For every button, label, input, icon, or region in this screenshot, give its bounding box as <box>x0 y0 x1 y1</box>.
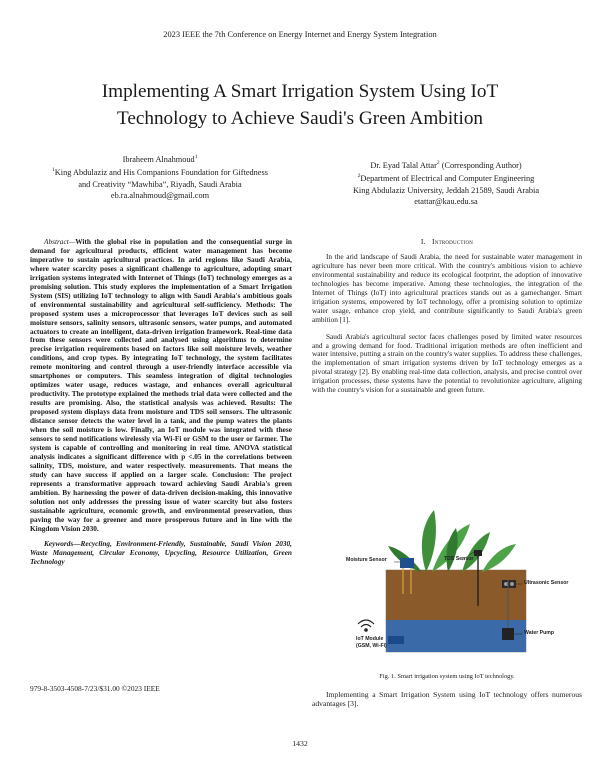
keywords <box>30 540 292 567</box>
label-iot-line-2: (GSM, Wi-Fi) <box>356 642 387 649</box>
label-ultrasonic-sensor: Ultrasonic Sensor <box>524 580 569 586</box>
author-role: (Corresponding Author) <box>439 160 522 170</box>
label-iot-line-1: IoT Module <box>356 636 384 642</box>
author-affiliation-line: Department of Electrical and Computer Engineering <box>360 174 535 184</box>
title-line-2: Technology to Achieve Saudi's Green Ambition <box>116 108 484 129</box>
conference-header: 2023 IEEE the 7th Conference on Energy Internet and Energy System Integration <box>163 30 437 39</box>
abstract-text: With the global rise in population and the consequential surge in demand for agricultural products, efficient water management has become imperative to sustain agricultural practices. In arid regions like Saudi Arabia, where water scarcity poses a significant challenge to agriculture, adopting smart irrigation systems integrated with Internet of Things (IoT) technology emerges as a promising solution. This study explores the implementation of a Smart Irrigation System (SIS) utilizing IoT technology to align with Saudi Arabia's ambitious goals of environmental sustainability and agricultural self-sufficiency. Methods: The proposed system uses a microprocessor that leverages IoT devices such as soil moisture sensors, salinity sensors, ultrasonic sensors, water pumps, and automated actuators to create an intelligent, data-driven irrigation framework. Real-time data from these sensors were collected and analysed using algorithms to determine precise irrigation requirements based on factors like soil moisture levels, weather conditions, and crop types. By integrating IoT technology, the system facilitates remote monitoring and control through a user-friendly interface accessible via smartphones or computers. This seamless integration of digital technologies optimizes water usage, reduces wastage, and enhances overall agricultural productivity. The prototype explained the methods trial data were collected and the results are promising. Also, the statistical analysis was achieved. Results: The proposed system displays data from moisture and TDS soil sensors. The ultrasonic distance sensor detects the water level in a tank, and the pump waters the plants when the soil moisture is low. Finally, an IoT module was integrated with these sensors to send notifications wirelessly via Wi-Fi or GSM to the user or farmer. The system is capable of controlling and monitoring in real time. ANOVA statistical analysis indicates a significant difference with p <.05 in the correlations between salinity, TDS, moisture, and water respectively. measurements. That means the study can have success if applied on a larger scale. Conclusion: The project represents a transformative approach toward achieving Saudi Arabia's green ambition. By harnessing the power of data-driven decision-making, this innovative solution not only addresses the pressing issue of water scarcity but also fosters sustainable agriculture, economic growth, and environmental preservation, thus paving the way for a greener and more prosperous future and in line with the Kingdom Vision 2030. <box>30 237 292 533</box>
author-block-2 <box>312 158 580 208</box>
author-affiliation-line: King Abdulaziz and His Companions Foundation for Giftedness <box>54 168 268 178</box>
author-superscript: 2 <box>436 160 440 166</box>
right-column <box>312 238 582 395</box>
author-email: eb.ra.alnahmoud@gmail.com <box>110 191 210 201</box>
label-moisture-sensor: Moisture Sensor <box>346 557 387 563</box>
paper-title <box>40 78 560 132</box>
label-water-pump: Water Pump <box>524 630 555 636</box>
section-heading <box>312 238 582 247</box>
label-tds-sensor: TDS Sensor <box>444 556 474 562</box>
intro-paragraph-3: Implementing a Smart Irrigation System using IoT technology offers numerous advantages [3]. <box>312 690 582 709</box>
affil-superscript: 2 <box>357 173 361 180</box>
label-iot-module <box>356 636 387 649</box>
intro-paragraph-3-block <box>312 690 582 709</box>
author-superscript: 1 <box>194 154 198 160</box>
author-name: Dr. Eyad Talal Attar <box>370 160 437 170</box>
abstract-label: Abstract— <box>44 237 76 246</box>
abstract <box>30 238 292 533</box>
author-email: etattar@kau.edu.sa <box>414 197 478 207</box>
figure-1 <box>346 496 592 664</box>
soil-bed <box>386 570 526 620</box>
isbn-line: 979-8-3503-4508-7/23/$31.00 ©2023 IEEE <box>30 684 160 693</box>
affil-superscript: 1 <box>52 167 55 174</box>
author-name: Ibraheem Alnahmoud <box>122 154 195 164</box>
author-block-1 <box>30 152 290 202</box>
author-affiliation-line: King Abdulaziz University, Jeddah 21589, Saudi Arabia <box>352 185 540 195</box>
figure-caption: Fig. 1. Smart irrigation system using IoT technology. <box>379 673 515 680</box>
section-title: Introduction <box>432 237 474 246</box>
page-number: 1432 <box>292 739 308 748</box>
iot-module-icon <box>388 636 404 644</box>
keywords-label: Keywords— <box>44 539 81 549</box>
section-number: I. <box>420 237 426 246</box>
intro-paragraph-1: In the arid landscape of Saudi Arabia, the need for sustainable water management in agriculture has never been more critical. With the country's ambitious vision to achieve environmental sustainability and reduce its ecological footprint, the adoption of innovative technologies has become imperative. Among these technologies, the integration of the Internet of Things (IoT) into agricultural practices stands out as a gamechanger. Smart irrigation systems, empowered by IoT technology, offer a promising solution to optimize water usage, enhance crop yield, and contribute significantly to Saudi Arabia's green ambition [1]. <box>312 251 582 324</box>
intro-paragraph-2: Saudi Arabia's agricultural sector faces challenges posed by limited water resources and a growing demand for food. Traditional irrigation methods are often inefficient and water intensive, putting a strain on the country's water supplies. To address these challenges, the implementation of smart irrigation systems driven by IoT technology emerges as a pivotal strategy [2]. By enabling real-time data collection, analysis, and precise control over irrigation processes, these systems have the potential to revolutionize agriculture, aligning with the country's vision for a sustainable and green future. <box>312 331 582 395</box>
author-affiliation-line: and Creativity “Mawhiba”, Riyadh, Saudi Arabia <box>78 179 242 189</box>
wifi-icon <box>358 620 374 631</box>
title-line-1: Implementing A Smart Irrigation System Using IoT <box>101 81 499 102</box>
left-column <box>30 238 292 567</box>
keywords-text: Recycling, Environment-Friendly, Sustainable, Saudi Vision 2030, Waste Management, Circular Economy, Upcycling, Resource Utilization, Green Technology <box>30 539 292 567</box>
ultrasonic-sensor-icon <box>502 580 516 588</box>
